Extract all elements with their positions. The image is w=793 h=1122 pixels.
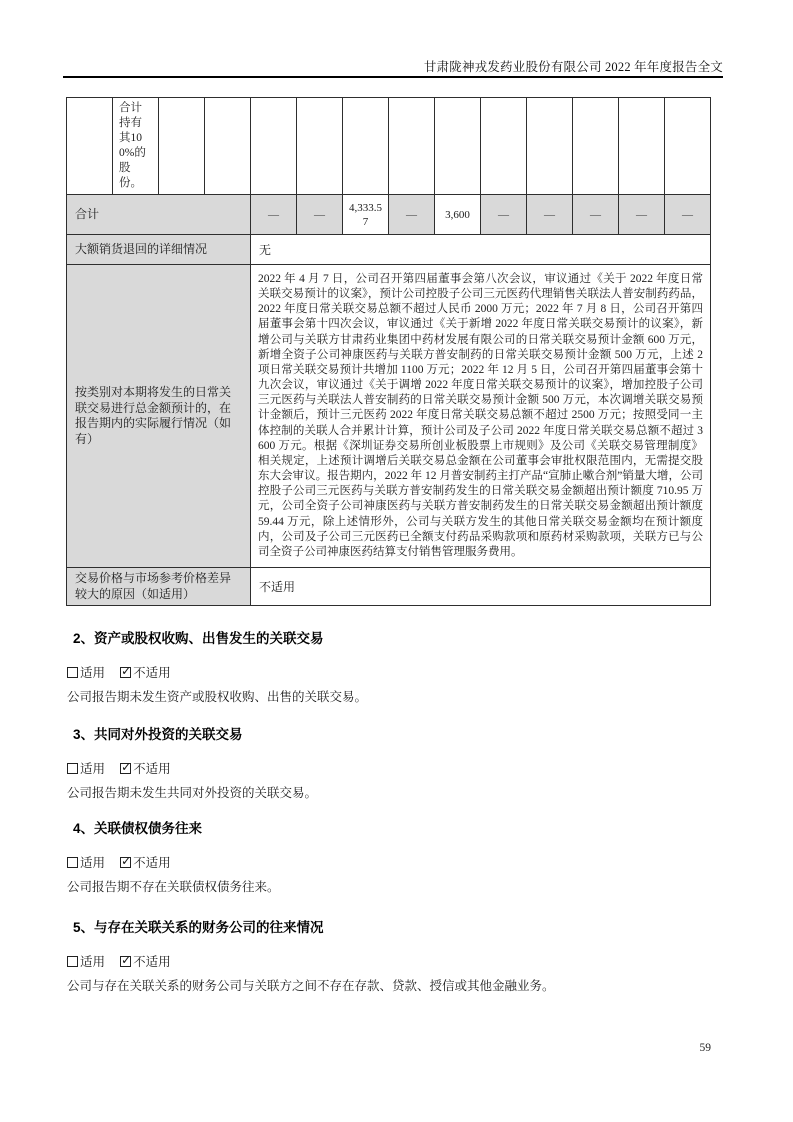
total-row-label: 合计 — [67, 195, 251, 235]
table-cell-empty — [481, 98, 527, 195]
table-row-carryover — [67, 98, 711, 195]
not-applicable-label: 不适用 — [133, 762, 171, 776]
table-cell-empty — [67, 98, 113, 195]
table-cell-empty — [251, 98, 297, 195]
total-cell: 3,600 — [435, 195, 481, 235]
table-row-performance — [67, 265, 711, 568]
table-cell-empty — [665, 98, 711, 195]
checkbox-unchecked-icon — [67, 667, 78, 678]
check-icon: ✓ — [121, 953, 132, 967]
applicable-label: 适用 — [80, 955, 106, 969]
table-cell-empty — [619, 98, 665, 195]
section-body: 公司报告期未发生资产或股权收购、出售的关联交易。 — [67, 690, 368, 704]
row-label: 大额销货退回的详细情况 — [67, 235, 251, 265]
table-cell-empty — [343, 98, 389, 195]
table-row-returns — [67, 235, 711, 265]
applicability-row — [67, 853, 171, 871]
not-applicable-label: 不适用 — [133, 666, 171, 680]
table-cell-note: 合计持有其100%的股份。 — [113, 98, 159, 195]
checkbox-unchecked-icon — [67, 956, 78, 967]
header-rule — [63, 76, 723, 78]
row-label: 交易价格与市场参考价格差异较大的原因（如适用） — [67, 568, 251, 606]
section-joint-investment — [66, 723, 726, 823]
checkbox-checked-icon — [120, 854, 132, 868]
section-heading: 5、与存在关联关系的财务公司的往来情况 — [73, 920, 324, 935]
total-cell: — — [573, 195, 619, 235]
section-finance-company-dealings — [66, 916, 726, 1016]
applicability-row — [67, 663, 171, 681]
not-applicable-label: 不适用 — [133, 955, 171, 969]
applicable-label: 适用 — [80, 666, 106, 680]
check-icon: ✓ — [121, 760, 132, 774]
applicability-row — [67, 952, 171, 970]
section-heading: 4、关联债权债务往来 — [73, 821, 203, 836]
table-cell-empty — [435, 98, 481, 195]
check-icon: ✓ — [121, 664, 132, 678]
page-number: 59 — [699, 1042, 711, 1054]
table-cell-empty — [297, 98, 343, 195]
total-cell: — — [297, 195, 343, 235]
checkbox-checked-icon — [120, 664, 132, 678]
section-body: 公司报告期不存在关联债权债务往来。 — [67, 880, 280, 894]
section-related-credit-debt — [66, 817, 726, 917]
total-cell: — — [481, 195, 527, 235]
checkbox-checked-icon — [120, 953, 132, 967]
table-cell-empty — [527, 98, 573, 195]
applicability-row — [67, 759, 171, 777]
section-asset-equity-transactions — [66, 627, 726, 727]
total-cell: — — [251, 195, 297, 235]
table-cell-empty — [573, 98, 619, 195]
applicable-label: 适用 — [80, 856, 106, 870]
table-row-total — [67, 195, 711, 235]
table-cell-empty — [205, 98, 251, 195]
total-cell: — — [619, 195, 665, 235]
section-body: 公司报告期未发生共同对外投资的关联交易。 — [67, 786, 318, 800]
row-value-long-text: 2022 年 4 月 7 日，公司召开第四届董事会第八次会议，审议通过《关于 2022 年度日常关联交易预计的议案》，预计公司控股子公司三元医药代理销售关联法人普安制药药品，2022 年度日常关联交易总额不超过人民币 2000 万元；2022 年 7 月 8 日，公司召开第四届董事会第十四次会议，审议通过《关于新增 2022 年度日常关联交易预计的议案》，新增公司与关联方甘肃药业集团中药材发展有限公司的日常关联交易预计金额 600 万元，新增全资子公司神康医药与关联方普安制药的日常关联交易预计金额 500 万元，上述 2 项日常关联交易预计共增加 1100 万元；2022 年 12 月 5 日，公司召开第四届董事会第十九次会议，审议通过《关于调增 2022 年度日常关联交易预计的议案》，增加控股子公司三元医药与关联法人普安制药的日常关联交易预计金额 500 万元，本次调增关联交易预计金额后，预计三元医药 2022 年度日常关联交易总额不超过 2500 万元；按照受同一主体控制的关联人合并累计计算，预计公司及子公司 2022 年度日常关联交易总额不超过 3600 万元。根据《深圳证券交易所创业板股票上市规则》及公司《关联交易管理制度》相关规定，上述预计调增后关联交易总金额在公司董事会审批权限范围内，无需提交股东大会审议。报告期内，2022 年 12 月普安制药主打产品“宣肺止嗽合剂”销量大增，公司控股子公司三元医药与关联方普安制药发生的日常关联交易金额超出预计额度 710.95 万元，公司全资子公司神康医药与关联方普安制药发生的日常关联交易金额超出预计额度 59.44 万元，除上述情形外，公司与关联方发生的其他日常关联交易金额均在预计额度内，公司及子公司三元医药已全额支付药品采购款项和原药材采购款项，关联方已与公司全资子公司神康医药结算支付销售管理服务费用。 — [251, 265, 711, 568]
page-header-title: 甘肃陇神戎发药业股份有限公司 2022 年年度报告全文 — [423, 60, 723, 74]
table-row-price-difference — [67, 568, 711, 606]
total-cell: 4,333.57 — [343, 195, 389, 235]
table-cell-empty — [389, 98, 435, 195]
section-heading: 2、资产或股权收购、出售发生的关联交易 — [73, 631, 324, 646]
checkbox-unchecked-icon — [67, 857, 78, 868]
total-cell: — — [665, 195, 711, 235]
section-heading: 3、共同对外投资的关联交易 — [73, 727, 243, 742]
check-icon: ✓ — [121, 854, 132, 868]
applicable-label: 适用 — [80, 762, 106, 776]
not-applicable-label: 不适用 — [133, 856, 171, 870]
related-transactions-table — [66, 97, 711, 606]
total-cell: — — [389, 195, 435, 235]
row-value: 不适用 — [251, 568, 711, 606]
table-cell-empty — [159, 98, 205, 195]
section-body: 公司与存在关联关系的财务公司与关联方之间不存在存款、贷款、授信或其他金融业务。 — [67, 979, 555, 993]
checkbox-unchecked-icon — [67, 763, 78, 774]
row-value: 无 — [251, 235, 711, 265]
checkbox-checked-icon — [120, 760, 132, 774]
total-cell: — — [527, 195, 573, 235]
row-label: 按类别对本期将发生的日常关联交易进行总金额预计的，在报告期内的实际履行情况（如有） — [67, 265, 251, 568]
